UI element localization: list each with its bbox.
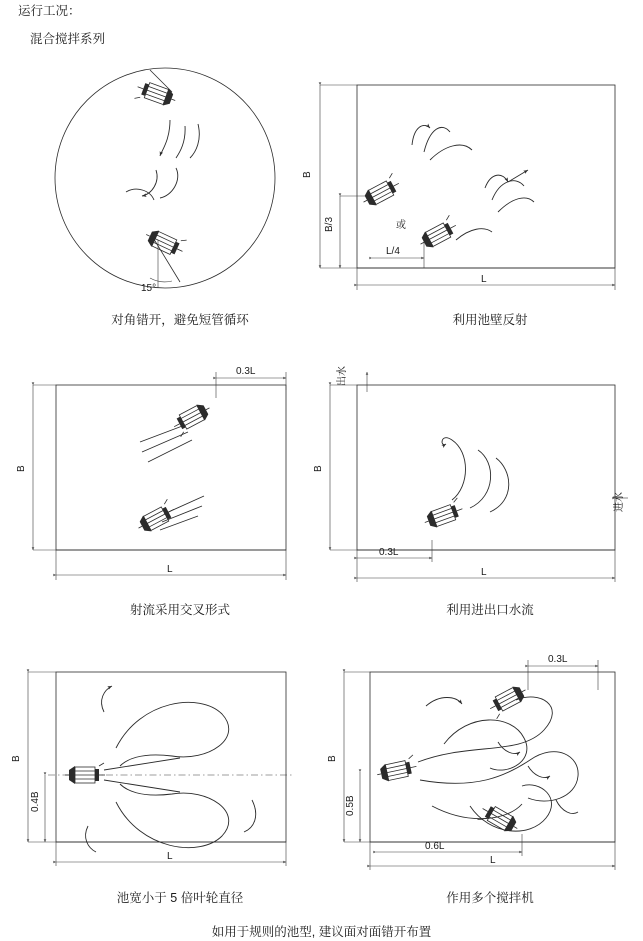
label-or: 或 — [396, 220, 406, 231]
label-outlet: 出水 — [337, 366, 348, 386]
label-angle-15: 15° — [141, 283, 157, 294]
label-L4p: L — [481, 567, 487, 578]
panel-multiple-mixers-graphic — [327, 654, 615, 870]
label-03L6p: 0.3L — [548, 654, 568, 665]
label-L5p: L — [167, 851, 173, 862]
label-inlet: 进水 — [614, 492, 625, 512]
label-05B: 0.5B — [345, 795, 356, 816]
label-03L: 0.3L — [236, 366, 256, 377]
label-L6p: L — [490, 855, 496, 866]
label-B6p: B — [327, 755, 338, 762]
label-B3: B/3 — [324, 216, 335, 232]
caption-panel-6: 作用多个搅拌机 — [446, 891, 534, 905]
label-B3p: B — [16, 465, 27, 472]
label-04B: 0.4B — [30, 791, 41, 812]
panel-diagonal-offset-graphic — [55, 68, 275, 294]
caption-panel-1: 对角错开，避免短管循环 — [111, 313, 249, 327]
label-B5p: B — [11, 755, 22, 762]
label-03L4p: 0.3L — [379, 547, 399, 558]
page-heading: 运行工况： — [18, 4, 81, 18]
caption-panel-4: 利用进出口水流 — [446, 603, 534, 617]
caption-panel-5: 池宽小于 5 倍叶轮直径 — [116, 891, 244, 905]
panel-cross-jet-graphic — [16, 366, 286, 580]
caption-panel-2: 利用池壁反射 — [452, 313, 528, 327]
caption-panel-3: 射流采用交叉形式 — [129, 603, 230, 617]
panel-inlet-outlet-flow-graphic — [313, 366, 628, 582]
label-L3p: L — [167, 564, 173, 575]
label-B4p: B — [313, 465, 324, 472]
label-06L: 0.6L — [425, 841, 445, 852]
label-L: L — [481, 274, 487, 285]
page-subheading: 混合搅拌系列 — [30, 32, 106, 46]
label-B: B — [302, 171, 313, 178]
label-L4: L/4 — [386, 246, 400, 257]
footer-note: 如用于规则的池型, 建议面对面错开布置 — [211, 925, 432, 939]
panel-wall-reflection-graphic — [302, 85, 615, 290]
panel-narrow-tank-graphic — [11, 672, 292, 866]
